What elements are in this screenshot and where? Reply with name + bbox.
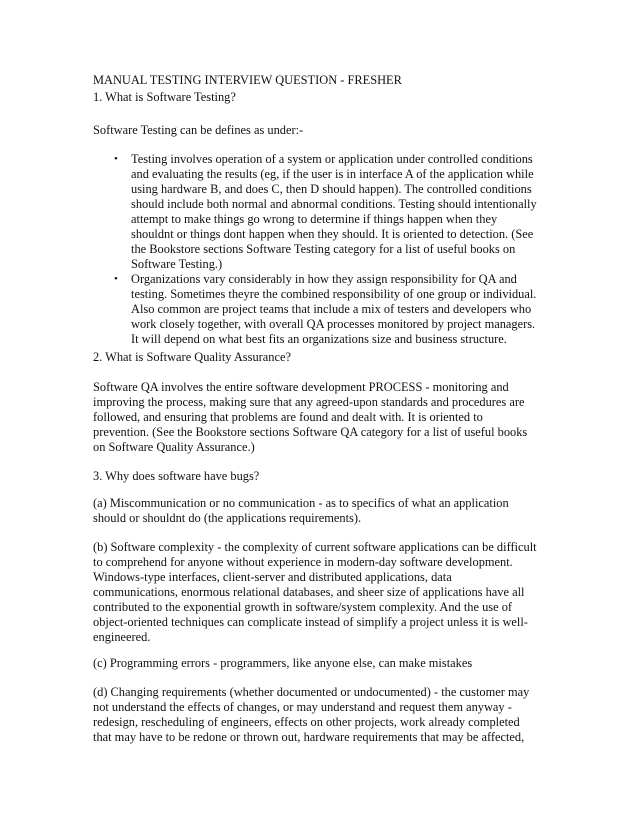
bullet-1-line: Testing involves operation of a system or application under controlled conditions <box>131 152 533 166</box>
q3-d-line: redesign, rescheduling of engineers, effects on other projects, work already completed <box>93 715 520 729</box>
bullet-1-line: the Bookstore sections Software Testing category for a list of useful books on <box>131 242 516 256</box>
bullet-2-line: Organizations vary considerably in how they assign responsibility for QA and <box>131 272 517 286</box>
q3-d-line: (d) Changing requirements (whether documented or undocumented) - the customer may <box>93 685 530 699</box>
bullet-1-line: shouldnt or things dont happen when they should. It is oriented to detection. (See <box>131 227 534 241</box>
bullet-1-line: and evaluating the results (eg, if the user is in interface A of the application while <box>131 167 534 181</box>
q3-b-line: (b) Software complexity - the complexity of current software applications can be difficult <box>93 540 537 554</box>
question-1-heading: 1. What is Software Testing? <box>93 90 236 104</box>
q2-paragraph-line: Software QA involves the entire software development PROCESS - monitoring and <box>93 380 509 394</box>
bullet-1-line: using hardware B, and does C, then D should happen). The controlled conditions <box>131 182 532 196</box>
q3-b-line: Windows-type interfaces, client-server and distributed applications, data <box>93 570 452 584</box>
q2-paragraph-line: improving the process, making sure that any agreed-upon standards and procedures are <box>93 395 525 409</box>
q3-d-line: not understand the effects of changes, or may understand and request them anyway - <box>93 700 512 714</box>
bullet-1-line: Software Testing.) <box>131 257 223 271</box>
q2-paragraph-line: followed, and ensuring that problems are found and dealt with. It is oriented to <box>93 410 483 424</box>
bullet-2-line: work closely together, with overall QA processes monitored by project managers. <box>131 317 536 331</box>
bullet-icon: • <box>114 273 118 285</box>
q3-a-line: (a) Miscommunication or no communication - as to specifics of what an application <box>93 496 509 510</box>
q3-b-line: contributed to the exponential growth in software/system complexity. And the use of <box>93 600 513 614</box>
q3-b-line: communications, enormous relational databases, and sheer size of applications have all <box>93 585 525 599</box>
bullet-2-line: It will depend on what best fits an organizations size and business structure. <box>131 332 507 346</box>
bullet-2-line: Also common are project teams that include a mix of testers and developers who <box>131 302 532 316</box>
q3-b-line: object-oriented techniques can complicate instead of simplify a project unless it is well- <box>93 615 528 629</box>
bullet-icon: • <box>114 153 118 165</box>
bullet-1-line: should include both normal and abnormal conditions. Testing should intentionally <box>131 197 537 211</box>
q3-d-line: that may have to be redone or thrown out, hardware requirements that may be affected, <box>93 730 525 744</box>
q3-c-line: (c) Programming errors - programmers, like anyone else, can make mistakes <box>93 656 473 670</box>
bullet-1-line: attempt to make things go wrong to determine if things happen when they <box>131 212 498 226</box>
q2-paragraph-line: prevention. (See the Bookstore sections Software QA category for a list of useful books <box>93 425 528 439</box>
q1-intro: Software Testing can be defines as under:- <box>93 123 304 137</box>
q3-a-line: should or shouldnt do (the applications requirements). <box>93 511 362 525</box>
q3-b-line: to comprehend for anyone without experience in modern-day software development. <box>93 555 513 569</box>
q3-b-line: engineered. <box>93 630 151 644</box>
q2-paragraph-line: on Software Quality Assurance.) <box>93 440 255 454</box>
question-2-heading: 2. What is Software Quality Assurance? <box>93 350 291 364</box>
question-3-heading: 3. Why does software have bugs? <box>93 469 260 483</box>
bullet-2-line: testing. Sometimes theyre the combined responsibility of one group or individual. <box>131 287 537 301</box>
document-title: MANUAL TESTING INTERVIEW QUESTION - FRESHER <box>93 73 402 87</box>
